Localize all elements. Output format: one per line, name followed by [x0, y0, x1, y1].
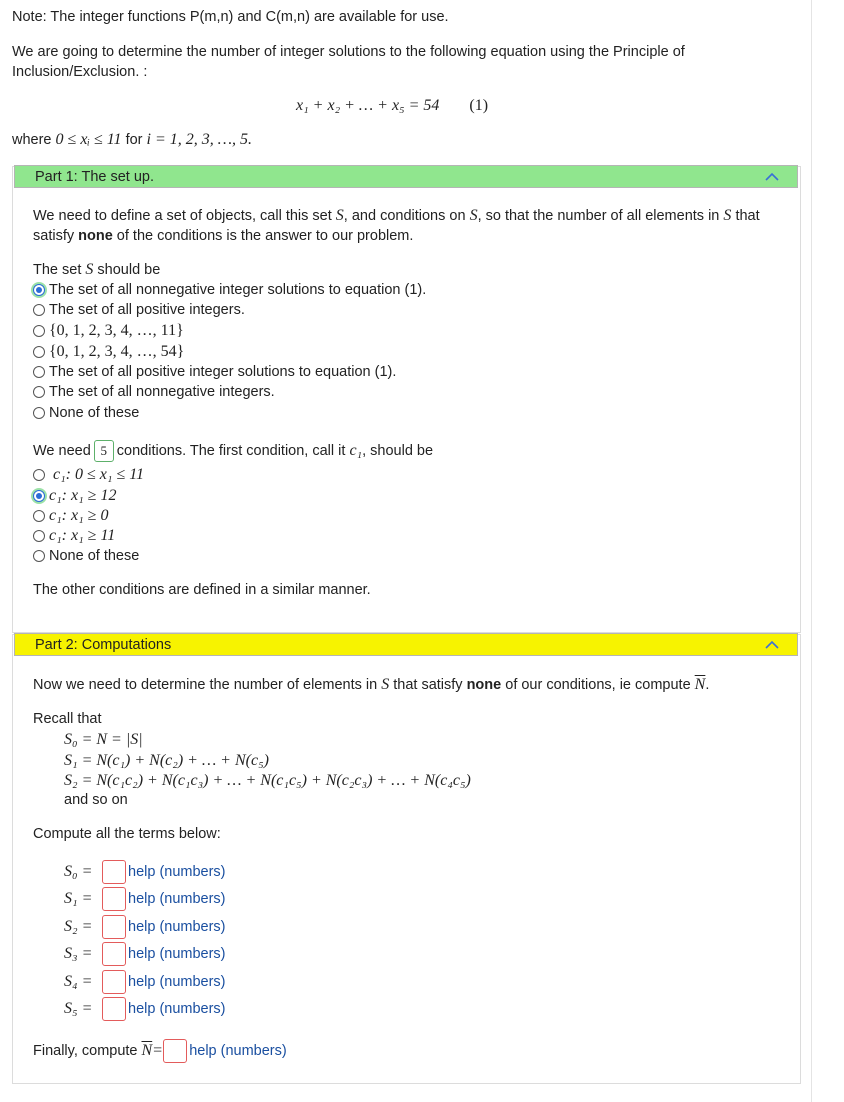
constraint-line	[12, 131, 252, 149]
chevron-up-icon[interactable]	[765, 638, 779, 652]
equals-sign: =	[153, 1042, 163, 1059]
formula-s2: S₂ = N(c₁c₂) + N(c₁c₃) + … + N(c₁c₅) + N(c₂c₃) + … + N(c₄c₅)	[64, 772, 471, 789]
cond-option-3[interactable]	[33, 527, 115, 545]
set-option-label: The set of all positive integer solutions to equation (1).	[49, 364, 397, 380]
formula-s1: S₁ = N(c₁) + N(c₂) + … + N(c₅)	[64, 752, 269, 769]
recall-text: Recall that	[33, 711, 102, 727]
n-bar-symbol: $\overline{N}$	[694, 676, 706, 693]
cond-option-label: c₁: x₁ ≥ 0	[49, 507, 109, 524]
radio-icon[interactable]	[33, 510, 45, 522]
intro-text: We are going to determine the number of integer solutions to the following equation using the Principle of Inclusion/Exclusion. :	[12, 44, 685, 80]
term-row-s5	[64, 997, 226, 1021]
equation-text: x₁ + x₂ + … + x₅ = 54	[296, 97, 440, 114]
cond-a: We need	[33, 443, 91, 459]
part1-description	[33, 206, 763, 246]
final-text: Finally, compute	[33, 1043, 138, 1059]
set-option-label: The set of all positive integers.	[49, 302, 245, 318]
help-link[interactable]: help (numbers)	[128, 974, 226, 990]
help-link[interactable]: help (numbers)	[128, 864, 226, 880]
s0-input[interactable]	[102, 860, 126, 884]
final-row	[33, 1039, 287, 1063]
help-link[interactable]: help (numbers)	[128, 891, 226, 907]
s2-input[interactable]	[102, 915, 126, 939]
radio-icon[interactable]	[33, 407, 45, 419]
page-edge	[811, 0, 812, 1102]
note-text: Note: The integer functions P(m,n) and C(m,n) are available for use.	[12, 9, 449, 25]
s1-input[interactable]	[102, 887, 126, 911]
main-equation	[296, 97, 488, 115]
radio-icon[interactable]	[33, 550, 45, 562]
term-label: S₃ =	[64, 945, 93, 962]
c1-symbol: c₁	[349, 442, 363, 459]
conditions-question	[33, 439, 433, 463]
radio-icon[interactable]	[33, 325, 45, 337]
term-label: S₂ =	[64, 918, 93, 935]
constraint-range: i = 1, 2, 3, …, 5.	[146, 131, 252, 148]
radio-selected-icon[interactable]	[33, 490, 45, 502]
radio-icon[interactable]	[33, 469, 45, 481]
set-option-1[interactable]	[33, 302, 245, 318]
constraint-for: for	[125, 132, 143, 148]
formula-s0: S₀ = N = |S|	[64, 731, 143, 748]
help-link[interactable]: help (numbers)	[189, 1043, 287, 1059]
p1-desc-c: , so that the number of all elements in	[477, 208, 720, 224]
set-q-b: should be	[97, 262, 161, 278]
set-option-0[interactable]	[33, 282, 426, 298]
term-row-s1	[64, 887, 226, 911]
bold-none: none	[466, 677, 502, 693]
set-q-a: The set	[33, 262, 82, 278]
set-s-symbol: S	[335, 207, 344, 224]
cond-option-label: c₁: 0 ≤ x₁ ≤ 11	[53, 466, 145, 483]
p2-desc-b: that satisfy	[393, 677, 463, 693]
set-option-label: The set of all nonnegative integer solutions to equation (1).	[49, 282, 427, 298]
set-option-6[interactable]	[33, 405, 139, 421]
cond-option-0[interactable]	[33, 466, 144, 484]
set-question	[33, 261, 160, 279]
cond-option-2[interactable]	[33, 507, 108, 525]
set-option-label: {0, 1, 2, 3, 4, …, 54}	[49, 343, 185, 360]
p2-desc-a: Now we need to determine the number of elements in	[33, 677, 378, 693]
term-row-s0	[64, 860, 226, 884]
cond-option-1[interactable]	[33, 487, 116, 505]
and-so-on-text: and so on	[64, 792, 128, 808]
bold-none: none	[78, 228, 113, 244]
cond-option-label: c₁: x₁ ≥ 12	[49, 487, 117, 504]
radio-icon[interactable]	[33, 346, 45, 358]
p1-desc-b: , and conditions on	[343, 208, 466, 224]
part1-title: Part 1: The set up.	[35, 169, 155, 185]
conditions-count-input[interactable]: 5	[94, 440, 114, 462]
set-option-label: {0, 1, 2, 3, 4, …, 11}	[49, 322, 184, 339]
n-bar-input[interactable]	[163, 1039, 187, 1063]
p2-desc-c: of our conditions, ie compute	[505, 677, 691, 693]
set-s-symbol: S	[381, 676, 390, 693]
radio-icon[interactable]	[33, 366, 45, 378]
help-link[interactable]: help (numbers)	[128, 919, 226, 935]
other-conditions-text: The other conditions are defined in a similar manner.	[33, 582, 371, 598]
help-link[interactable]: help (numbers)	[128, 1001, 226, 1017]
p1-desc-d: that satisfy	[33, 208, 760, 244]
constraint-math: 0 ≤ xᵢ ≤ 11	[55, 131, 122, 148]
p1-desc-e: of the conditions is the answer to our problem.	[116, 228, 414, 244]
equation-number: (1)	[469, 97, 489, 114]
compute-text: Compute all the terms below:	[33, 826, 221, 842]
term-label: S₄ =	[64, 973, 93, 990]
set-option-2[interactable]	[33, 322, 184, 340]
constraint-prefix: where	[12, 132, 52, 148]
set-option-5[interactable]	[33, 384, 275, 400]
set-option-label: None of these	[49, 405, 140, 421]
radio-selected-icon[interactable]	[33, 284, 45, 296]
term-label: S₀ =	[64, 863, 93, 880]
cond-option-4[interactable]	[33, 548, 139, 564]
term-label: S₁ =	[64, 890, 93, 907]
term-row-s2	[64, 915, 226, 939]
set-s-symbol: S	[85, 261, 94, 278]
part2-title: Part 2: Computations	[35, 637, 172, 653]
set-s-symbol: S	[469, 207, 478, 224]
p1-desc-a: We need to define a set of objects, call this set	[33, 208, 332, 224]
p2-desc-dot: .	[705, 677, 710, 693]
term-row-s4	[64, 970, 226, 994]
term-row-s3	[64, 942, 226, 966]
set-s-symbol: S	[723, 207, 732, 224]
term-label: S₅ =	[64, 1000, 93, 1017]
cond-option-label: None of these	[49, 548, 140, 564]
radio-icon[interactable]	[33, 304, 45, 316]
part2-header[interactable]	[14, 633, 798, 656]
radio-icon[interactable]	[33, 530, 45, 542]
cond-c: , should be	[362, 443, 434, 459]
s4-input[interactable]	[102, 970, 126, 994]
chevron-up-icon[interactable]	[765, 170, 779, 184]
set-option-3[interactable]	[33, 343, 184, 361]
s5-input[interactable]	[102, 997, 126, 1021]
part2-description	[33, 676, 709, 694]
cond-b: conditions. The first condition, call it	[116, 443, 346, 459]
set-option-label: The set of all nonnegative integers.	[49, 384, 275, 400]
help-link[interactable]: help (numbers)	[128, 946, 226, 962]
cond-option-label: c₁: x₁ ≥ 11	[49, 527, 116, 544]
set-option-4[interactable]	[33, 364, 396, 380]
n-bar-symbol: $\overline{N}$	[141, 1042, 153, 1059]
part1-header[interactable]	[14, 165, 798, 188]
radio-icon[interactable]	[33, 386, 45, 398]
s3-input[interactable]	[102, 942, 126, 966]
